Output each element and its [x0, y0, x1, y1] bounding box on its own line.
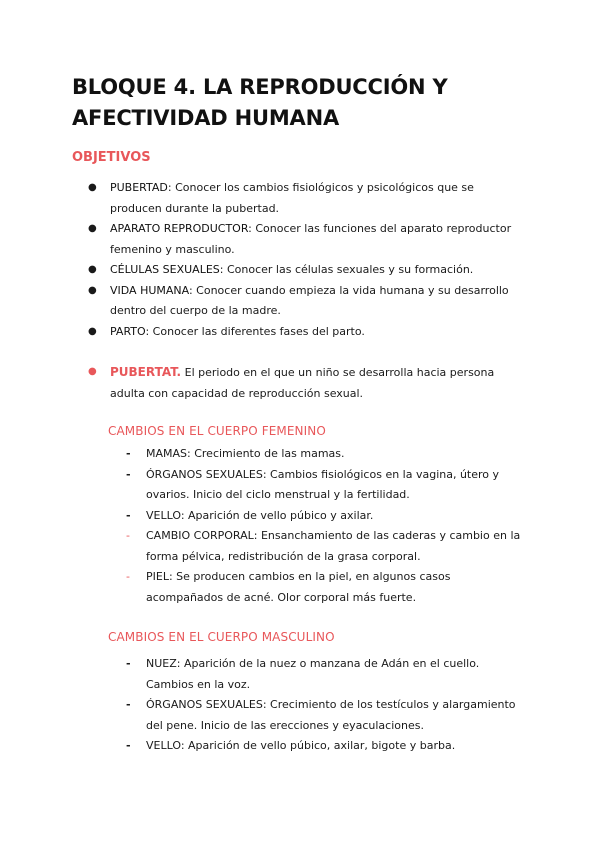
- item-text: : Crecimiento de los testículos y alargamiento del pene. Inicio de las erecciones y eyaculaciones.: [146, 698, 516, 732]
- list-item: [126, 654, 528, 695]
- list-item: [88, 322, 528, 343]
- list-item: [126, 695, 528, 736]
- item-text: : Aparición de vello púbico, axilar, bigote y barba.: [180, 739, 456, 752]
- item-text: : Cambios fisiológicos en la vagina, útero y ovarios. Inicio del ciclo menstrual y la fertilidad.: [146, 467, 500, 501]
- item-term: PARTO: [110, 324, 146, 338]
- list-item: [88, 178, 528, 219]
- masculino-heading: CAMBIOS EN EL CUERPO MASCULINO: [108, 630, 335, 644]
- list-item: [126, 444, 528, 465]
- objetivos-heading: OBJETIVOS: [72, 150, 151, 165]
- list-item: [126, 506, 528, 527]
- item-term: ÓRGANOS SEXUALES: [146, 698, 263, 711]
- item-text: : Conocer cuando empieza la vida humana y su desarrollo dentro del cuerpo de la madre.: [110, 283, 509, 317]
- dash-icon: -: [126, 508, 131, 522]
- item-text: : Aparición de la nuez o manzana de Adán en el cuello. Cambios en la voz.: [146, 657, 480, 691]
- item-text: : Conocer las funciones del aparato reproductor femenino y masculino.: [110, 222, 512, 256]
- page-title: BLOQUE 4. LA REPRODUCCIÓN Y AFECTIVIDAD HUMANA: [72, 75, 448, 130]
- dash-icon: -: [126, 570, 130, 583]
- list-item: [126, 465, 528, 506]
- item-text: : Aparición de vello púbico y axilar.: [180, 508, 374, 522]
- item-text: : Conocer las diferentes fases del parto.: [145, 324, 365, 338]
- item-term: PIEL: [146, 570, 169, 583]
- item-term: CÉLULAS SEXUALES: [110, 263, 220, 276]
- item-term: ÓRGANOS SEXUALES: [146, 467, 263, 481]
- bullet-icon: ●: [88, 182, 97, 193]
- item-term: VELLO: [146, 739, 181, 752]
- bullet-icon: ●: [88, 325, 97, 337]
- list-item: [126, 736, 528, 757]
- list-item: [126, 526, 528, 567]
- item-term: PUBERTAD: [110, 181, 168, 194]
- item-text: : Conocer los cambios fisiológicos y psicológicos que se producen durante la pubertad.: [110, 181, 474, 215]
- item-term: APARATO REPRODUCTOR: [110, 222, 249, 235]
- bullet-icon: ●: [88, 223, 97, 234]
- list-item: [88, 219, 528, 260]
- dash-icon: -: [126, 447, 131, 460]
- pubertad-definition: [88, 362, 528, 404]
- list-item: [88, 260, 528, 281]
- dash-icon: -: [126, 739, 131, 752]
- pubertad-term: PUBERTAT.: [110, 365, 182, 379]
- pubertad-text: El periodo en el que un niño se desarrolla hacia persona adulta con capacidad de reproducción sexual.: [110, 366, 495, 400]
- list-item: [126, 567, 528, 608]
- pubertad-paragraph: [88, 362, 528, 404]
- list-item: [88, 281, 528, 322]
- item-term: VELLO: [146, 508, 181, 522]
- item-text: : Conocer las células sexuales y su formación.: [219, 263, 474, 276]
- item-term: MAMAS: [146, 447, 188, 460]
- bullet-icon: ●: [88, 264, 97, 275]
- objetivos-list: [88, 178, 528, 342]
- dash-icon: -: [126, 698, 131, 711]
- masculino-list: [126, 654, 528, 757]
- bullet-icon: ●: [88, 284, 97, 296]
- item-text: : Se producen cambios en la piel, en algunos casos acompañados de acné. Olor corporal más fuerte.: [146, 570, 451, 604]
- dash-icon: -: [126, 657, 131, 670]
- item-text: : Ensanchamiento de las caderas y cambio en la forma pélvica, redistribución de la grasa corporal.: [146, 529, 521, 563]
- item-term: NUEZ: [146, 657, 177, 670]
- femenino-heading: CAMBIOS EN EL CUERPO FEMENINO: [108, 424, 326, 438]
- item-term: VIDA HUMANA: [110, 283, 189, 297]
- item-term: CAMBIO CORPORAL: [146, 529, 254, 542]
- dash-icon: -: [126, 467, 131, 481]
- dash-icon: -: [126, 529, 130, 542]
- item-text: : Crecimiento de las mamas.: [187, 447, 345, 460]
- femenino-list: [126, 444, 528, 608]
- bullet-icon: ●: [88, 366, 97, 377]
